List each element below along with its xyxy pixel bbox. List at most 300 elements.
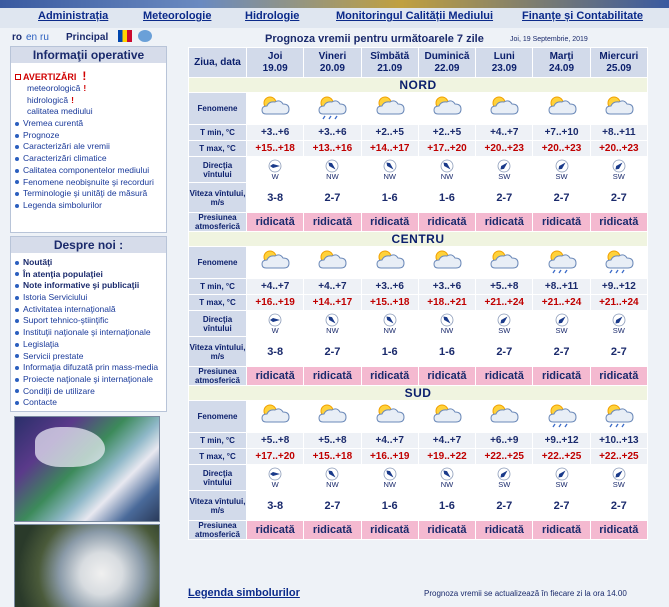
info-menu-item-4[interactable]: Calitatea componentelor mediului [11,165,166,177]
wind-direction-icon [440,313,454,327]
about-panel-title: Despre noi : [11,237,166,253]
wind-dir-row [189,311,648,337]
wind-dir-row-label: Direcţia vîntului [189,465,247,491]
tmax-row-label: T max, °C [189,295,247,311]
nav-meteorologie[interactable]: Meteorologie [143,10,212,22]
press-cell: ridicată [533,521,590,540]
day-header: Marţi 24.09 [533,48,590,78]
page-title: Prognoza vremii pentru următoarele 7 zile [265,33,484,45]
wind-dir-label: NW [326,479,339,489]
alert-icon: ! [83,83,87,93]
speed-cell: 2-7 [476,491,533,521]
press-cell: ridicată [247,521,304,540]
press-cell: ridicată [418,521,475,540]
tmax-cell: +22..+25 [476,449,533,465]
weather-cell [590,401,647,433]
wind-direction-icon [612,467,626,481]
sun-cloud-icon [315,402,349,428]
sun-cloud-icon [487,402,521,428]
tmax-cell: +20..+23 [590,141,647,157]
speed-cell: 1-6 [418,183,475,213]
wind-cell [590,311,647,337]
speed-cell: 3-8 [247,183,304,213]
tmax-cell: +22..+25 [590,449,647,465]
press-cell: ridicată [590,521,647,540]
weather-cell [247,247,304,279]
warnings-link[interactable] [11,69,166,83]
phenomena-row [189,401,648,433]
info-menu-item-0[interactable]: Vremea curentă [11,118,166,130]
satellite-image-2[interactable] [14,524,160,607]
speed-cell: 2-7 [533,183,590,213]
press-cell: ridicată [590,213,647,232]
phenomena-row-label: Fenomene [189,247,247,279]
wind-speed-row [189,337,648,367]
wind-direction-icon [268,467,282,481]
bullet-icon [15,145,19,149]
press-cell: ridicată [247,213,304,232]
bullet-icon [15,366,19,370]
sun-cloud-icon [602,94,636,120]
lang-en[interactable]: en [26,32,38,43]
sun-cloud-icon [430,248,464,274]
weather-cell [304,247,361,279]
wind-direction-icon [497,313,511,327]
tmax-cell: +18..+21 [418,295,475,311]
weather-cell [247,401,304,433]
pressure-row-label: Presiunea atmosferică [189,521,247,540]
tmax-cell: +16..+19 [247,295,304,311]
bullet-icon [15,343,19,347]
region-header: NORD [189,78,648,93]
sun-cloud-icon [373,248,407,274]
tmin-cell: +5..+8 [304,433,361,449]
wind-dir-label: NW [440,479,454,489]
weather-cell [361,247,418,279]
nav-monitoring[interactable]: Monitoringul Calității Mediului [336,10,494,22]
day-header: Luni 23.09 [476,48,533,78]
wind-dir-label: SW [498,171,511,181]
tmax-cell: +22..+25 [533,449,590,465]
wind-direction-icon [555,313,569,327]
wind-direction-icon [325,467,339,481]
press-cell: ridicată [361,213,418,232]
speed-cell: 3-8 [247,337,304,367]
sun-cloud-icon [545,94,579,120]
top-banner [0,0,669,28]
tmin-cell: +8..+11 [590,125,647,141]
checkbox-icon [15,74,21,80]
weather-cell [361,93,418,125]
wind-dir-row [189,157,648,183]
weather-cell [418,247,475,279]
lang-ro[interactable]: ro [12,32,22,43]
wind-cell [247,157,304,183]
wind-direction-icon [383,313,397,327]
bullet-icon [15,331,19,335]
day-header: Miercuri 25.09 [590,48,647,78]
info-menu-item-1[interactable]: Prognoze [11,130,166,142]
tmin-cell: +9..+12 [590,279,647,295]
tmin-cell: +4..+7 [418,433,475,449]
wind-dir-label: SW [498,325,511,335]
info-menu-item-3[interactable]: Caracterizări climatice [11,153,166,165]
wind-cell [476,311,533,337]
about-panel [10,236,167,412]
info-panel [10,46,167,233]
wind-speed-row [189,491,648,521]
tmax-cell: +15..+18 [361,295,418,311]
phenomena-row [189,247,648,279]
wind-direction-icon [440,467,454,481]
tmin-cell: +10..+13 [590,433,647,449]
tmax-cell: +15..+18 [247,141,304,157]
about-menu-item-4[interactable]: Activitatea internaţională [11,304,166,316]
wind-dir-label: SW [555,479,568,489]
nav-administratia[interactable]: Administrația [38,10,109,22]
wind-cell [590,465,647,491]
wind-direction-icon [325,159,339,173]
speed-cell: 1-6 [361,183,418,213]
tmax-cell: +14..+17 [304,295,361,311]
wind-dir-label: NW [383,479,396,489]
sun-cloud-icon [430,402,464,428]
legend-link[interactable]: Legenda simbolurilor [188,587,300,599]
phenomena-row-label: Fenomene [189,401,247,433]
tmin-row [189,433,648,449]
tmax-cell: +21..+24 [590,295,647,311]
pressure-row [189,521,648,540]
tmin-cell: +5..+8 [476,279,533,295]
tmin-row-label: T min, °C [189,433,247,449]
phenomena-row-label: Fenomene [189,93,247,125]
sun-cloud-icon [373,94,407,120]
tmin-row [189,125,648,141]
sun-cloud-icon [258,248,292,274]
speed-cell: 1-6 [361,491,418,521]
speed-cell: 2-7 [476,337,533,367]
wind-direction-icon [612,313,626,327]
warning-hydro[interactable]: hidrologică ! [27,94,74,105]
press-cell: ridicată [476,213,533,232]
weather-cell [304,93,361,125]
wind-dir-row [189,465,648,491]
speed-cell: 2-7 [304,183,361,213]
pressure-row-label: Presiunea atmosferică [189,213,247,232]
weather-cell [361,401,418,433]
bullet-icon [15,134,19,138]
bullet-icon [15,401,19,405]
about-menu-item-1[interactable]: În atenţia populaţiei [11,269,166,281]
wind-cell [247,311,304,337]
wind-direction-icon [497,467,511,481]
day-label: Ziua, data [189,48,247,78]
tmin-cell: +3..+6 [304,125,361,141]
tmin-cell: +2..+5 [361,125,418,141]
weather-cell [590,93,647,125]
press-cell: ridicată [590,367,647,386]
sun-cloud-icon [258,94,292,120]
tmin-cell: +2..+5 [418,125,475,141]
wind-direction-icon [555,467,569,481]
forecast-table [188,47,648,540]
press-cell: ridicată [361,367,418,386]
wind-speed-row-label: Viteza vîntului, m/s [189,183,247,213]
day-header: Vineri 20.09 [304,48,361,78]
tmin-cell: +3..+6 [247,125,304,141]
tmin-cell: +5..+8 [247,433,304,449]
wind-dir-label: SW [498,479,511,489]
wind-dir-label: W [271,171,279,181]
tmax-row-label: T max, °C [189,449,247,465]
about-menu-item-6[interactable]: Instituţii naţionale şi internaţionale [11,327,166,339]
tmin-cell: +9..+12 [533,433,590,449]
tmax-row [189,141,648,157]
rain-cloud-icon [545,248,579,274]
tmax-cell: +20..+23 [533,141,590,157]
tmin-cell: +4..+7 [476,125,533,141]
speed-cell: 3-8 [247,491,304,521]
sun-cloud-icon [487,248,521,274]
pressure-row-label: Presiunea atmosferică [189,367,247,386]
wind-direction-icon [612,159,626,173]
weather-cell [304,401,361,433]
tmax-cell: +20..+23 [476,141,533,157]
about-menu-item-7[interactable]: Legislaţia [11,339,166,351]
tmax-cell: +21..+24 [533,295,590,311]
about-menu-item-10[interactable]: Proiecte naţionale şi internaţionale [11,374,166,386]
wind-cell [361,311,418,337]
press-cell: ridicată [304,213,361,232]
press-cell: ridicată [418,213,475,232]
about-menu-item-9[interactable]: Informaţia difuzată prin mass-media [11,362,166,374]
wind-direction-icon [555,159,569,173]
wind-cell [590,157,647,183]
rain-cloud-icon [545,402,579,428]
wind-dir-row-label: Direcţia vîntului [189,157,247,183]
top-nav [0,8,669,28]
about-menu-item-12[interactable]: Contacte [11,397,166,409]
wind-cell [533,465,590,491]
forecast-main [180,30,669,607]
language-bar [10,30,167,46]
sun-cloud-icon [487,94,521,120]
pressure-row [189,367,648,386]
bullet-icon [15,192,19,196]
weather-cell [247,93,304,125]
press-cell: ridicată [361,521,418,540]
about-menu-item-5[interactable]: Suport tehnico-ştiinţific [11,315,166,327]
region-header: SUD [189,386,648,401]
wind-direction-icon [268,159,282,173]
bullet-icon [15,122,19,126]
warning-env[interactable]: calitatea mediului [27,106,93,117]
wind-cell [418,157,475,183]
day-header: Joi 19.09 [247,48,304,78]
speed-cell: 2-7 [533,491,590,521]
press-cell: ridicată [533,213,590,232]
weather-cell [533,401,590,433]
about-menu-item-0[interactable]: Noutăţi [11,257,166,269]
weather-cell [533,247,590,279]
wind-direction-icon [383,159,397,173]
tmin-cell: +6..+9 [476,433,533,449]
tmax-cell: +17..+20 [247,449,304,465]
bullet-icon [15,204,19,208]
info-menu-item-7[interactable]: Legenda simbolurilor [11,200,166,212]
press-cell: ridicată [304,367,361,386]
wind-cell [304,311,361,337]
tmin-cell: +7..+10 [533,125,590,141]
nav-finante[interactable]: Finanțe și Contabilitate [522,10,644,22]
sun-cloud-light-icon [315,94,349,120]
speed-cell: 2-7 [590,183,647,213]
press-cell: ridicată [247,367,304,386]
wind-direction-icon [325,313,339,327]
wind-dir-label: W [271,325,279,335]
tmin-cell: +4..+7 [304,279,361,295]
bullet-icon [15,354,19,358]
tmin-row-label: T min, °C [189,279,247,295]
bullet-icon [15,284,19,288]
sun-cloud-icon [430,94,464,120]
day-header: Sîmbătă 21.09 [361,48,418,78]
weather-cell [476,247,533,279]
bullet-icon [15,180,19,184]
tmax-row-label: T max, °C [189,141,247,157]
warning-meteo[interactable]: meteorologică ! [27,83,87,93]
bullet-icon [15,378,19,382]
tmin-cell: +4..+7 [361,433,418,449]
left-sidebar [10,30,167,607]
cloud-mass [35,427,105,467]
bullet-icon [15,169,19,173]
wind-dir-label: SW [612,325,625,335]
bullet-icon [15,272,19,276]
alert-icon: ! [71,94,74,105]
bullet-icon [15,389,19,393]
weather-cell [590,247,647,279]
bullet-icon [15,319,19,323]
tmax-row [189,295,648,311]
wind-cell [247,465,304,491]
about-menu-item-11[interactable]: Condiţii de utilizare [11,386,166,398]
weather-cell [418,93,475,125]
wind-dir-label: SW [612,171,625,181]
speed-cell: 1-6 [361,337,418,367]
press-cell: ridicată [304,521,361,540]
wind-speed-row-label: Viteza vîntului, m/s [189,491,247,521]
tmax-row [189,449,648,465]
tmin-cell: +4..+7 [247,279,304,295]
bullet-icon [15,261,19,265]
main-link[interactable]: Principal [66,32,109,43]
info-panel-title: Informaţii operative [11,47,166,63]
speed-cell: 2-7 [533,337,590,367]
tmax-cell: +14..+17 [361,141,418,157]
press-cell: ridicată [476,367,533,386]
wind-dir-label: NW [326,325,339,335]
satellite-image-1[interactable] [14,416,160,522]
wind-direction-icon [268,313,282,327]
tmin-row [189,279,648,295]
tmax-cell: +19..+22 [418,449,475,465]
speed-cell: 1-6 [418,491,475,521]
wind-cell [418,311,475,337]
tmax-cell: +15..+18 [304,449,361,465]
bullet-icon [15,296,19,300]
wind-dir-label: NW [440,325,454,335]
wind-dir-label: SW [612,479,625,489]
wind-cell [304,465,361,491]
sun-cloud-icon [315,248,349,274]
tmin-cell: +3..+6 [361,279,418,295]
about-menu-item-3[interactable]: Istoria Serviciului [11,292,166,304]
wind-direction-icon [383,467,397,481]
wind-direction-icon [440,159,454,173]
wind-dir-label: NW [383,171,396,181]
warnings-label: AVERTIZĂRI [23,72,77,82]
alert-icon: ! [82,69,87,83]
wind-dir-label: SW [555,325,568,335]
wind-dir-label: W [271,479,279,489]
wind-direction-icon [497,159,511,173]
info-menu-item-6[interactable]: Terminologie şi unităţi de măsură [11,188,166,200]
wind-cell [533,157,590,183]
wind-speed-row-label: Viteza vîntului, m/s [189,337,247,367]
weather-cell [476,401,533,433]
update-note: Prognoza vremii se actualizează în fiecare zi la ora 14.00 [424,589,627,598]
tmax-cell: +13..+16 [304,141,361,157]
tmin-cell: +8..+11 [533,279,590,295]
flag-icon [118,30,132,42]
info-menu-item-2[interactable]: Caracterizări ale vremii [11,141,166,153]
region-header: CENTRU [189,232,648,247]
tmax-cell: +16..+19 [361,449,418,465]
wind-cell [304,157,361,183]
speed-cell: 2-7 [304,337,361,367]
wind-cell [476,465,533,491]
wind-dir-label: NW [383,325,396,335]
nav-hidrologie[interactable]: Hidrologie [245,10,300,22]
lang-ru[interactable]: ru [40,32,49,43]
info-menu-item-5[interactable]: Fenomene neobişnuite şi recorduri [11,177,166,189]
tmin-cell: +3..+6 [418,279,475,295]
weather-cell [476,93,533,125]
about-menu-item-8[interactable]: Servicii prestate [11,351,166,363]
tmax-cell: +21..+24 [476,295,533,311]
current-date: Joi, 19 Septembrie, 2019 [510,36,588,43]
wind-speed-row [189,183,648,213]
day-header: Duminică 22.09 [418,48,475,78]
rain-cloud-icon [602,248,636,274]
tmin-row-label: T min, °C [189,125,247,141]
weather-cell [418,401,475,433]
bullet-icon [15,308,19,312]
pressure-row [189,213,648,232]
wind-cell [418,465,475,491]
press-cell: ridicată [476,521,533,540]
press-cell: ridicată [418,367,475,386]
about-menu-item-2[interactable]: Note informative şi publicaţii [11,280,166,292]
wind-dir-label: SW [555,171,568,181]
bullet-icon [15,157,19,161]
wind-dir-row-label: Direcţia vîntului [189,311,247,337]
emblem-icon [138,30,152,42]
tmax-cell: +17..+20 [418,141,475,157]
sun-cloud-icon [373,402,407,428]
press-cell: ridicată [533,367,590,386]
